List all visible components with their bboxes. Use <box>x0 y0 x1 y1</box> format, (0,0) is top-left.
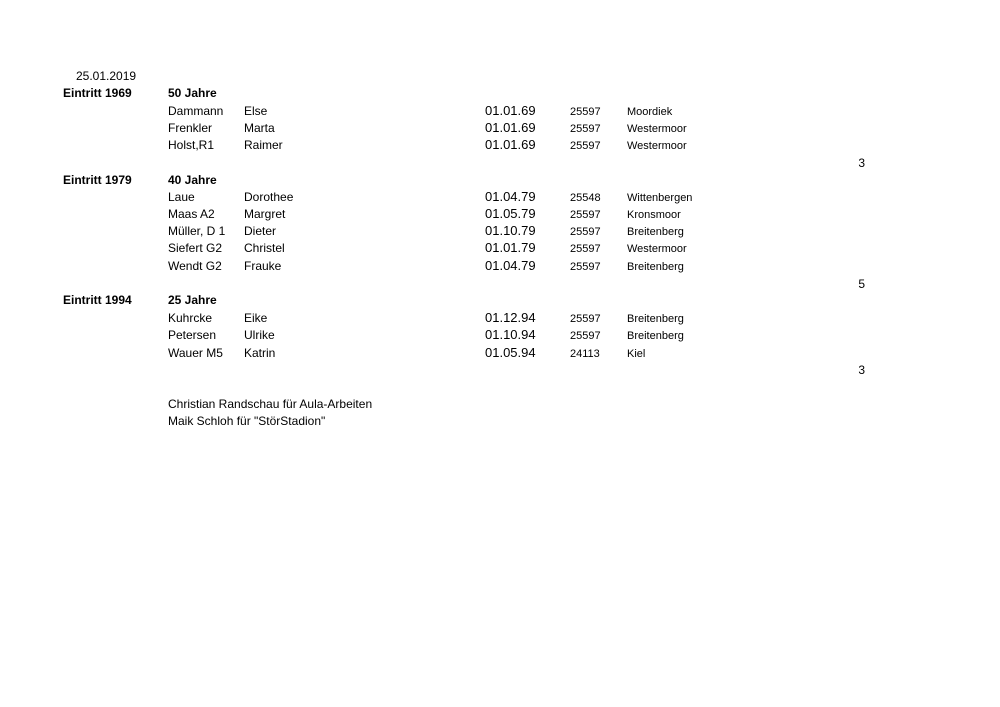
member-first-name: Frauke <box>244 259 282 273</box>
member-entry-date: 01.10.79 <box>485 223 536 238</box>
member-last-name: Wendt G2 <box>168 259 222 273</box>
member-last-name: Maas A2 <box>168 207 215 221</box>
member-zip: 24113 <box>570 348 600 360</box>
member-zip: 25597 <box>570 209 601 221</box>
member-zip: 25597 <box>570 226 601 238</box>
group-label-1979: Eintritt 1979 <box>63 173 132 187</box>
group-years-25: 25 Jahre <box>168 293 217 307</box>
member-last-name: Siefert G2 <box>168 241 223 255</box>
member-zip: 25597 <box>570 261 601 273</box>
member-city: Kronsmoor <box>627 209 681 221</box>
group-years-40: 40 Jahre <box>168 173 217 187</box>
member-city: Westermoor <box>627 123 687 135</box>
member-zip: 25597 <box>570 330 601 342</box>
member-first-name: Christel <box>244 241 285 255</box>
member-entry-date: 01.01.69 <box>485 120 536 135</box>
member-city: Kiel <box>627 348 646 360</box>
member-zip: 25597 <box>570 243 601 255</box>
member-entry-date: 01.04.79 <box>485 258 536 273</box>
member-first-name: Marta <box>244 121 275 135</box>
member-last-name: Dammann <box>168 104 224 118</box>
document-date: 25.01.2019 <box>76 69 137 83</box>
member-first-name: Eike <box>244 311 268 325</box>
member-first-name: Ulrike <box>244 328 275 342</box>
member-first-name: Else <box>244 104 268 118</box>
member-zip: 25597 <box>570 313 601 325</box>
member-entry-date: 01.01.79 <box>485 240 536 255</box>
member-entry-date: 01.10.94 <box>485 327 536 342</box>
member-entry-date: 01.05.94 <box>485 345 536 360</box>
member-zip: 25597 <box>570 106 601 118</box>
member-city: Breitenberg <box>627 330 684 342</box>
member-city: Breitenberg <box>627 313 684 325</box>
member-entry-date: 01.01.69 <box>485 103 536 118</box>
member-first-name: Dieter <box>244 224 277 238</box>
member-first-name: Raimer <box>244 138 283 152</box>
group-label-1969: Eintritt 1969 <box>63 86 132 100</box>
member-last-name: Kuhrcke <box>168 311 213 325</box>
group-years-50: 50 Jahre <box>168 86 217 100</box>
member-city: Wittenbergen <box>627 192 693 204</box>
member-zip: 25597 <box>570 140 601 152</box>
member-last-name: Laue <box>168 190 195 204</box>
member-last-name: Müller, D 1 <box>168 224 226 238</box>
group-count: 5 <box>858 277 865 291</box>
member-first-name: Margret <box>244 207 286 221</box>
member-last-name: Frenkler <box>168 121 213 135</box>
member-first-name: Katrin <box>244 346 276 360</box>
member-entry-date: 01.04.79 <box>485 189 536 204</box>
member-city: Breitenberg <box>627 226 684 238</box>
member-first-name: Dorothee <box>244 190 294 204</box>
member-last-name: Holst,R1 <box>168 138 215 152</box>
member-last-name: Wauer M5 <box>168 346 223 360</box>
note-line: Christian Randschau für Aula-Arbeiten <box>168 397 373 411</box>
member-city: Moordiek <box>627 106 673 118</box>
member-zip: 25597 <box>570 123 601 135</box>
member-last-name: Petersen <box>168 328 217 342</box>
group-count: 3 <box>858 156 865 170</box>
note-line: Maik Schloh für "StörStadion" <box>168 414 326 428</box>
member-city: Breitenberg <box>627 261 684 273</box>
member-city: Westermoor <box>627 243 687 255</box>
member-entry-date: 01.12.94 <box>485 310 536 325</box>
group-label-1994: Eintritt 1994 <box>63 293 132 307</box>
member-city: Westermoor <box>627 140 687 152</box>
member-entry-date: 01.01.69 <box>485 137 536 152</box>
member-zip: 25548 <box>570 192 601 204</box>
group-count: 3 <box>858 363 865 377</box>
member-entry-date: 01.05.79 <box>485 206 536 221</box>
